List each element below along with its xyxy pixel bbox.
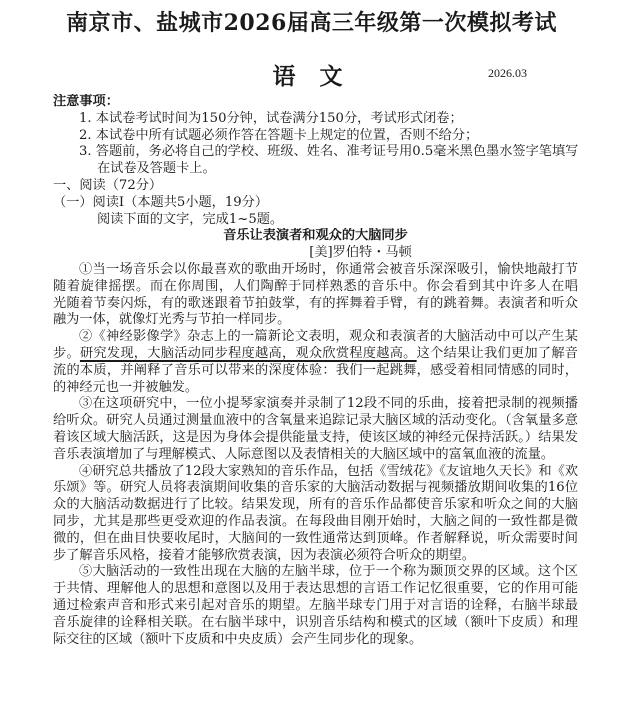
paragraph-5 [53, 564, 578, 648]
notice-item [53, 128, 578, 145]
item-text: 本试卷中所有试题必须作答在答题卡上规定的位置，否则不给分； [95, 127, 479, 143]
paragraph-line: 融为一体，就像灯光秀与节拍一样同步。 [53, 312, 291, 328]
paragraph-line: 流的本质，并阐释了音乐可以带来的深度体验：我们一起跳舞，感受着相同情感的同时， [53, 362, 578, 378]
paragraph-line: 着该区域大脑活跃，这是因为身体会提供能量支持，使该区域的神经元保持活跃。）结果发 [53, 429, 578, 445]
notice-item [53, 144, 578, 161]
exam-title: 南京市、盐城市2026届高三年级第一次模拟考试 [66, 10, 557, 36]
item-number: 2. [79, 127, 92, 143]
paragraph-line: 随着旋律摇摆。而在你周围，人们陶醉于同样熟悉的音乐中。你会看到其中许多人在唱 [53, 278, 578, 294]
paragraph-line: ①当一场音乐会以你最喜欢的歌曲开场时，你通常会被音乐深深吸引，愉快地敲打节 [79, 261, 578, 277]
paragraph-line: 光随着节奏闪烁，有的歌迷跟着节拍鼓掌，有的挥舞着手臂，有的跳着舞。表演者和听众 [53, 295, 578, 311]
paragraph-line: 音乐表演增加了与理解模式、人际意图以及表情相关的大脑区域中的富氧血液的流量。 [53, 446, 555, 462]
article-author: [美]罗伯特・马顿 [309, 245, 412, 261]
item-number: 3. [79, 144, 92, 160]
paragraph-3 [53, 396, 578, 463]
sub-section-heading: （一）阅读Ⅰ（本题共5小题，19分） [53, 194, 269, 210]
notice-item [53, 111, 578, 128]
instruction: 阅读下面的文字，完成1~5题。 [97, 211, 284, 227]
item-text: 答题前，务必将自己的学校、班级、姓名、准考证号用0.5毫米黑色墨水签字笔填写 [95, 144, 578, 160]
paragraph-2 [53, 329, 578, 396]
paragraph-line: 际交往的区域（额叶下皮质和中央皮质）会产生同步化的现象。 [53, 631, 423, 647]
subject-title: 语 文 [272, 63, 351, 90]
section-heading: 一、阅读（72分） [53, 177, 163, 193]
article-title: 音乐让表演者和观众的大脑同步 [223, 228, 408, 244]
paragraph-line: 众的大脑活动数据进行了比较。结果发现，所有的音乐作品都使音乐家和听众之间的大脑 [53, 497, 578, 513]
paragraph-line: ④研究总共播放了12段大家熟知的音乐作品，包括《雪绒花》《友谊地久天长》和《欢 [79, 463, 578, 479]
paragraph-line: 步了解音乐风格，接着才能够欣赏表演，因为表演必须符合听众的期望。 [53, 547, 475, 563]
notice-item-continuation: 在试卷及答题卡上。 [97, 161, 216, 177]
document-body [53, 94, 578, 648]
paragraph-line: 于共情、理解他人的思想和意图以及用于表达思想的言语工作记忆很重要，它的作用可能 [53, 581, 578, 597]
article-paragraphs [53, 262, 578, 648]
paragraph-line: ③在这项研究中，一位小提琴家演奏并录制了12段不同的乐曲，接着把录制的视频播 [79, 396, 578, 412]
item-text: 本试卷考试时间为150分钟，试卷满分150分，考试形式闭卷； [95, 110, 463, 126]
paragraph-line: 的神经元也一并被触发。 [53, 379, 199, 395]
paragraph-line: ②《神经影像学》杂志上的一篇新论文表明，观众和表演者的大脑活动中可以产生某 [79, 329, 578, 345]
paragraph-line: ⑤大脑活动的一致性出现在大脑的左脑半球，位于一个称为颞顶交界的区域。这个区 [79, 564, 578, 580]
notice-heading: 注意事项： [53, 94, 119, 109]
paragraph-line: 通过检索声音和形式来引起对音乐的期望。左脑半球专门用于对言语的诠释，右脑半球最 [53, 597, 578, 613]
item-number: 1. [79, 110, 92, 126]
paragraph-line: 微的，但在曲目快要收尾时，大脑间的一致性通常达到顶峰。作者解释说，听众需要时间 [53, 530, 578, 546]
paragraph-line: 乐颂》等。研究人员将表演期间收集的音乐家的大脑活动数据与视频播放期间收集的16位 [53, 480, 578, 496]
paragraph-1 [53, 262, 578, 329]
paragraph-4 [53, 464, 578, 565]
paragraph-line: 给听众。研究人员通过测量血液中的含氧量来追踪记录大脑区域的活动变化。（含氧量多意 [53, 413, 578, 429]
underlined-sentence: 研究发现，大脑活动同步程度越高，观众欣赏程度越高。 [79, 345, 417, 361]
paragraph-line: 同步，尤其是那些更受欢迎的作品表演。在每段曲目刚开始时，大脑之间的一致性都是微 [53, 513, 578, 529]
paragraph-line: 步。研究发现，大脑活动同步程度越高，观众欣赏程度越高。这个结果让我们更加了解音 [53, 345, 578, 361]
exam-date: 2026.03 [488, 66, 527, 80]
paragraph-line: 音乐旋律的诠释相关联。在右脑半球中，识别音乐结构和模式的区域（额叶下皮质）和理 [53, 614, 578, 630]
